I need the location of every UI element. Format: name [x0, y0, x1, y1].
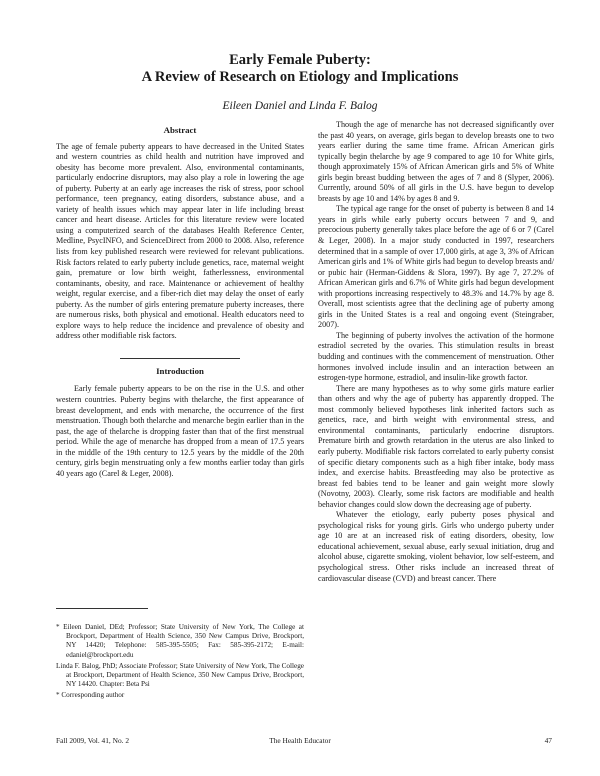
footer-journal: The Health Educator: [269, 736, 331, 745]
abstract-heading: Abstract: [163, 125, 197, 135]
footer-page-number: 47: [544, 736, 552, 745]
author-names: Eileen Daniel and Linda F. Balog: [222, 100, 378, 112]
left-column: [56, 120, 304, 479]
article-title-line-1: Early Female Puberty:: [229, 52, 371, 68]
introduction-heading: Introduction: [156, 365, 204, 376]
body-paragraph: The beginning of puberty involves the activation of the hormone estradiol secreted by the ovaries. This stimulation results in breast budding and continues with the commencement of menstruation. Other hormones involved include insulin and an interaction between an estrogen-type hormone, estradiol, and insulin-like growth factor.: [318, 330, 554, 383]
footer-issue: Fall 2009, Vol. 41, No. 2: [56, 736, 130, 745]
section-divider: [120, 358, 240, 359]
right-column: [318, 120, 554, 584]
footnotes: [56, 623, 304, 703]
article-title-line-2: A Review of Research on Etiology and Implications: [141, 69, 459, 85]
body-paragraph: Though the age of menarche has not decreased significantly over the past 40 years, on average, girls began to develop breasts one to two years earlier during the same time frame. African American girls typically begin thelarche by age 9 compared to age 10 for White girls, though approximately 15% of African American girls and 5% of White girls begin breast budding between the ages of 7 and 8 (Slyper, 2006). Currently, around 50% of all girls in the U.S. have begun to develop breasts by age 10 and 14% by ages 8 and 9.: [318, 120, 554, 203]
abstract-text: The age of female puberty appears to have decreased in the United States and western countries as child health and nutrition have improved and obesity has become more prevalent. Also, environmental contaminants, particularly endocrine disruptors, may also play a role in lowering the age of puberty. Puberty at an early age increases the risk of stress, poor school performance, teen pregnancy, eating disorders, substance abuse, and a variety of health issues which may appear later in life including breast cancer and heart disease. Articles for this literature review were located using a computerized search of the databases Health Reference Center, Medline, PsycINFO, and ScienceDirect from 2000 to 2008. Also, reference lists from key published research were reviewed for relevant publications. Risk factors related to early puberty include genetics, race, maternal weight gain, premature or low birth weight, fatherlessness, environmental contaminants, obesity, and race. Maintenance or achievement of healthy weight, regular exercise, and a fiber-rich diet may delay the onset of early puberty. As the number of girls entering premature puberty increases, there are numerous risks, both physical and emotional. Health educators need to explore ways to help reduce the incidence and prevalence of obesity and address other modifiable risk factors.: [56, 141, 304, 341]
body-paragraph: The typical age range for the onset of puberty is between 8 and 14 years in girls while early puberty occurs between 7 and 9, and precocious puberty generally takes place before the age of 6 or 7 (Carel & Leger, 2008). In a major study conducted in 1997, researchers determined that in a sample of over 17,000 girls, at age 3, 3% of African American girls and 1% of White girls had begun to develop breasts and/ or pubic hair (Herman-Giddens & Slora, 1997). By age 7, 27.2% of African American girls and 6.7% of White girls had begun development with proportions increasing respectively to 48.3% and 14.7% by age 8. Overall, most scientists agree that the declining age of puberty among girls in the United States is a real and ongoing event (Steingraber, 2007).: [318, 204, 554, 330]
introduction-text: Early female puberty appears to be on the rise in the U.S. and other western countries. Puberty begins with thelarche, the first appearance of breast development, and ends with menarche, the occurrence of the first menstruation. Though both thelarche and menarche begin earlier than in the past, the age of thelarche is dropping faster than that of the first menstrual period. While the age of menarche has dropped from a mean of 17.5 years in the middle of the 19th century to 12.5 years by the middle of the 20th century, girls begin menstruating only a few months earlier today than girls 40 years ago (Carel & Leger, 2008).: [56, 384, 304, 478]
footnote-author-2: Linda F. Balog, PhD; Associate Professor; State University of New York, The College at Brockport, Department of Health Science, 350 New Campus Drive, Brockport, NY 14420. Chapter: Beta Psi: [56, 661, 304, 689]
body-paragraph: There are many hypotheses as to why some girls mature earlier than others and why the age of puberty has apparently dropped. The most commonly believed hypotheses link inherited factors such as genetics, race, and birth weight with environmental stress, and environmental contaminants, particularly endocrine disruptors. Premature birth and growth retardation in the uterus are also linked to early puberty. Modifiable risk factors correlated to early puberty consist of specific dietary components such as a high fiber intake, body mass index, and exercise habits. Breastfeeding may also be protective as breast fed babies tend to be leaner and gain weight more slowly (Novotny, 2003). Clearly, some risk factors are modifiable and health behavior changes could slow down the decreasing age of puberty.: [318, 383, 554, 509]
footnote-corresponding: * Corresponding author: [56, 691, 125, 700]
footnote-author-1: * Eileen Daniel, DEd; Professor; State University of New York, The College at Brockport, Department of Health Science, 350 New Campus Drive, Brockport, NY 14420; Telephone: 585-395-5505; Fax: 585-395-2172; E-mail: edaniel@brockport.edu: [56, 623, 304, 659]
footnote-divider: [56, 608, 148, 609]
body-paragraph: Whatever the etiology, early puberty poses physical and psychological risks for young girls. Girls who undergo puberty under age 10 are at an increased risk of eating disorders, obesity, low educational achievement, sexual abuse, early sexual initiation, drug and alcohol abuse, cigarette smoking, violent behavior, low self-esteem, and psychological stress. Other risks include an increased threat of cardiovascular disease (CVD) and breast cancer. There: [318, 510, 554, 583]
